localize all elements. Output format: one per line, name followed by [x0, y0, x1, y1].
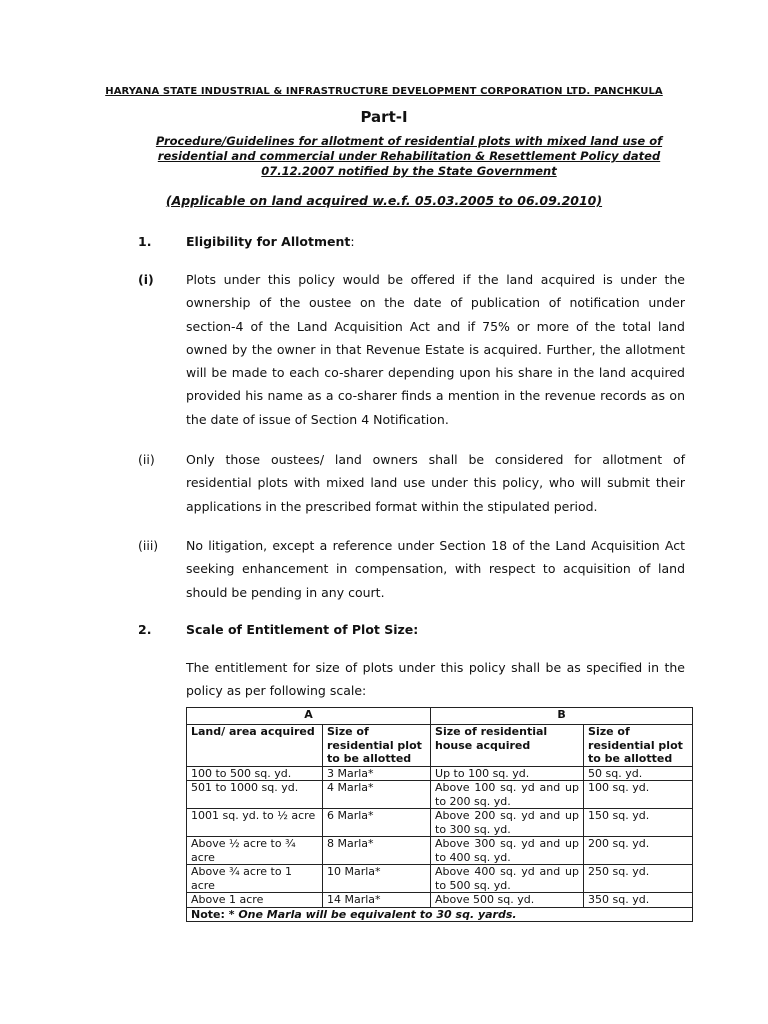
subtitle-line: 07.12.2007 notified by the State Government: [261, 164, 557, 178]
subtitle-line: Procedure/Guidelines for allotment of residential plots with mixed land use of: [155, 134, 663, 148]
document-subtitle: [150, 134, 668, 179]
table-row: [187, 809, 693, 837]
table-cell: 100 to 500 sq. yd.: [187, 766, 323, 781]
table-cell: 10 Marla*: [323, 865, 431, 893]
table-cell: Above 200 sq. yd and up to 300 sq. yd.: [431, 809, 584, 837]
table-cell: Above ½ acre to ¾ acre: [187, 837, 323, 865]
part-title: Part-I: [360, 108, 408, 126]
table-cell: 150 sq. yd.: [584, 809, 693, 837]
table-cell: 6 Marla*: [323, 809, 431, 837]
note-text: * One Marla will be equivalent to 30 sq. yards.: [228, 907, 517, 921]
table-cell: 8 Marla*: [323, 837, 431, 865]
note-label: Note:: [191, 907, 225, 921]
table-column-header-row: [187, 725, 693, 767]
subtitle-line: residential and commercial under Rehabilitation & Resettlement Policy dated: [157, 149, 661, 163]
item-label: (i): [138, 272, 154, 287]
applicability-note: (Applicable on land acquired w.e.f. 05.03.2005 to 06.09.2010): [165, 193, 603, 208]
organization-heading: HARYANA STATE INDUSTRIAL & INFRASTRUCTURE DEVELOPMENT CORPORATION LTD. PANCHKULA: [105, 86, 663, 97]
section-intro: The entitlement for size of plots under this policy shall be as specified in the policy as per following scale:: [186, 660, 685, 699]
item-label: (ii): [138, 452, 155, 467]
table-cell: Above 1 acre: [187, 893, 323, 908]
table-group-header-row: [187, 708, 693, 725]
table-cell: 350 sq. yd.: [584, 893, 693, 908]
section-title: Scale of Entitlement of Plot Size:: [186, 622, 419, 637]
table-row: [187, 837, 693, 865]
group-b-header: B: [431, 708, 693, 725]
plot-size-table: [186, 707, 693, 922]
table-cell: Above 500 sq. yd.: [431, 893, 584, 908]
table-cell: Up to 100 sq. yd.: [431, 766, 584, 781]
table-cell: 14 Marla*: [323, 893, 431, 908]
item-paragraph: Plots under this policy would be offered if the land acquired is under the ownership of the oustee on the date of publication of notification under section-4 of the Land Acquisition Act and if 75% or more of the total land owned by the owner in that Revenue Estate is acquired. Further, the allotment will be made to each co-sharer depending upon his share in the land acquired provided his name as a co-sharer finds a mention in the revenue records as on the date of issue of Section 4 Notification.: [186, 272, 685, 427]
item-label: (iii): [138, 538, 159, 553]
table-cell: Above 100 sq. yd and up to 200 sq. yd.: [431, 781, 584, 809]
section-number: 2.: [138, 622, 152, 637]
column-header: Size of residential plot to be allotted: [584, 725, 693, 767]
table-note-row: [187, 907, 693, 922]
item-paragraph: No litigation, except a reference under Section 18 of the Land Acquisition Act seeking enhancement in compensation, with respect to acquisition of land should be pending in any court.: [186, 538, 685, 600]
item-paragraph: Only those oustees/ land owners shall be considered for allotment of residential plots with mixed land use under this policy, who will submit their applications in the prescribed format within the stipulated period.: [186, 452, 685, 514]
table-row: [187, 766, 693, 781]
section-title-colon: :: [350, 234, 355, 249]
table-cell: 501 to 1000 sq. yd.: [187, 781, 323, 809]
table-cell: Above 300 sq. yd and up to 400 sq. yd.: [431, 837, 584, 865]
table-row: [187, 865, 693, 893]
table-note: [187, 907, 693, 922]
column-header: Size of residential house acquired: [431, 725, 584, 767]
section-number: 1.: [138, 234, 152, 249]
table-cell: 3 Marla*: [323, 766, 431, 781]
group-a-header: A: [187, 708, 431, 725]
section-title: Eligibility for Allotment: [186, 234, 351, 249]
table-cell: 50 sq. yd.: [584, 766, 693, 781]
table-row: [187, 781, 693, 809]
table-cell: 100 sq. yd.: [584, 781, 693, 809]
table-cell: Above 400 sq. yd and up to 500 sq. yd.: [431, 865, 584, 893]
section-heading: [186, 234, 355, 249]
column-header: Land/ area acquired: [187, 725, 323, 767]
table-cell: 250 sq. yd.: [584, 865, 693, 893]
table-cell: 200 sq. yd.: [584, 837, 693, 865]
table-cell: Above ¾ acre to 1 acre: [187, 865, 323, 893]
table-cell: 4 Marla*: [323, 781, 431, 809]
column-header: Size of residential plot to be allotted: [323, 725, 431, 767]
table-cell: 1001 sq. yd. to ½ acre: [187, 809, 323, 837]
table-row: [187, 893, 693, 908]
